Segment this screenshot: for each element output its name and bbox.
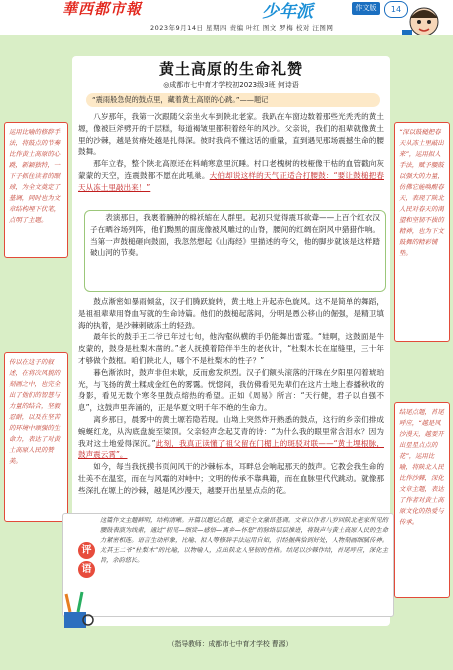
- paragraph-2: 那年立春，整个陕北高原还在料峭寒意里沉睡。村口老槐树的枝桠像干枯的血管戳向灰蒙蒙的天空，连震鼓都不愿在此吼巢。大伯却说这样的天气正适合打腰鼓：“要让鼓槌把春天从冻土里敲出来！”: [78, 159, 384, 192]
- comment-label-ping: 评: [78, 542, 95, 559]
- comment-label-yu: 语: [78, 561, 95, 578]
- side-note-left-bottom: 传以在这子的叙述，在将次风貌的刻画之中，也完全出了他们的智慧与力量的结合，坚毅忍耐，以及在坚苦的环境中顽强的生命力，表达了对黄土高原人民的赞美。: [4, 352, 68, 522]
- highlight-sentence-1: 大伯却说这样的天气正适合打腰鼓：“要让鼓槌把春天从冻土里敲出来！”: [78, 170, 384, 192]
- paragraph-3: 表演那日，我裹着臃肿的棉袄缩在人群里。起初只觉得震耳欲聋——上百个红衣汉子在晒谷场列阵，他们黝黑的面庞像被风雕过的山脊，腰间的红绸在阴风中猎猎作响。当第一声鼓槌砸向鼓面，我忽然想起《山海经》里描述的夸父，他的脚步就该是这样踏破山河的节奏。: [90, 213, 380, 258]
- side-note-left-top: 运用比喻的修辞手法，将鼓点的节奏比作黄土高原的心跳，新颖独特，一下子抓住读者的眼球，为全文奠定了基调，同时也为文章结构埋下伏笔，点明了主题。: [4, 122, 68, 258]
- article-text-top: [78, 111, 384, 194]
- footer-teacher: （指导教师：成都市七中育才学校 曹源）: [167, 640, 293, 648]
- dateline: 2023年9月14日 星期四 责编 叶红 图文 罗梅 校对 汪图网: [150, 24, 334, 32]
- paragraph-6: 暮色渐浓时，鼓声非但未歇，反而愈发炽烈。汉子们额头滚落的汗珠在夕阳里闪着琥珀光，与飞扬的黄土糅成金红色的雾霭。恍惚间，我仿佛看见先辈们在这片土地上春播秋收的身影，看见无数个寒冬里鼓点熔热的希望。正如《周易》所言：“天行健，君子以自强不息”，这鼓声里奔涌的，正是华夏文明千年不绝的生命力。: [78, 367, 384, 413]
- masthead-title: 華西都市報: [62, 0, 143, 18]
- epigraph: “震雨般急促的鼓点里，藏着黄土高原的心跳。”——题记: [86, 93, 380, 107]
- paragraph-7: 离乡那日，晨雾中的黄土塬若隐若现。山坳上突然炸开熟悉的鼓点，这行的乡亲们排成蜿蜒红龙，从沟底盘旋至梁顶。父亲轻声念起艾青的诗：“为什么我的眼里常含泪水？因为我对这土地爱得深沉。”此刻，我真正读懂了祖父留在门楣上的斑驳对联——“黄土埋根脉，鼓声震云霄”。: [78, 414, 384, 460]
- article-author: ◎成都市七中育才学校初2023级3班 何诗语: [163, 81, 299, 89]
- highlight-sentence-2: 此刻，我真正读懂了祖父留在门楣上的斑驳对联——“黄土埋根脉，鼓声震云霄”。: [78, 438, 384, 460]
- article-text-boxed: [90, 212, 380, 259]
- stationery-icon: [60, 590, 94, 630]
- masthead: [0, 0, 453, 20]
- paragraph-1: 八岁那年，我第一次跟随父亲坐火车到陕北老家。我趴在车窗边数着那些光秃秃的黄土塬，像被巨斧劈开的千层糕，每道褐皱里都积着经年的风沙。父亲说，我们的祖辈就像黄土里的沙棘，越是贫瘠处越是扎得深。彼时我尚不懂这话的重量，直到遇见那场震撼生命的腰鼓舞。: [78, 112, 384, 157]
- page-number: 14: [384, 1, 408, 18]
- paragraph-4: 鼓点渐密如暴雨倾盆，汉子们腾跃旋转，黄土地上升起赤色旋风。这不是简单的舞蹈，是祖祖辈辈用脊血写就的生命诗篇。他们的鼓槌起落间，分明是愚公移山的倔强，是精卫填海的执着，是沙棘刺破冻土的轻劲。: [78, 297, 384, 330]
- side-note-right-top: “深以鼓槌把春天从冻土里敲出来”，运用拟人手法，赋予腰鼓以强大的力量，仿佛它能唤醒春天，表现了陕北人民对春天的渴望和坚韧不拔的精神，也为下文鼓舞的精彩铺垫。: [394, 122, 450, 342]
- paragraph-5: 最年长的鼓手王二爷已年过七旬，他沟壑纵横的手仍能舞出雷霆。“娃啊，这鼓面是牛皮蒙的，鼓身是杜梨木凿的。”老人抚摸着陪伴半生的老伙计，“杜梨木长在崖缝里，三十年才够做个鼓框。咱们陕北人，哪个不是杜梨木的性子？”: [78, 332, 384, 365]
- article-text-middle: [78, 296, 384, 497]
- paragraph-8: 如今，每当我抚摸书页间风干的沙棘标本，耳畔总会响起那天的鼓声。它教会我生命的壮美不在温室，而在与风霜的对峙中；文明的传承不靠典籍，而在血脉里代代跳动。就像那些深扎在塬上的沙棘，越是风沙漫天，越要开出星星点点的花。: [78, 462, 384, 495]
- comment-text: 这篇作文主题鲜明，结构清晰。开篇以题记点题，奠定全文激昂基调。文章以作者八岁回陕北老家所见的腰鼓表演为线索，通过“初见—细赏—感悟—离乡—怀想”的脉络层层推进，将鼓声与黄土高原人民的生命力紧密相连。语言生动形象，比喻、拟人等修辞手法运用自如，引经据典恰到好处，人物刻画细腻传神。尤其王二爷“杜梨木”的比喻，以物喻人，点出陕北人坚韧的性格。结尾以沙棘作结，首尾呼应，深化主旨，余韵悠长。: [100, 517, 388, 564]
- article-title: 黄土高原的生命礼赞: [158, 60, 303, 78]
- section-tag: 作文版: [352, 2, 380, 15]
- masthead-section: 少年派: [262, 2, 313, 22]
- side-note-right-bottom: 结尾点题，首尾呼应，“越是风沙漫天，越要开出星星点点的花”，运用比喻，将陕北人民比作沙棘，深化文章主题，表达了作者对黄土高原文化的热爱与传承。: [394, 402, 450, 598]
